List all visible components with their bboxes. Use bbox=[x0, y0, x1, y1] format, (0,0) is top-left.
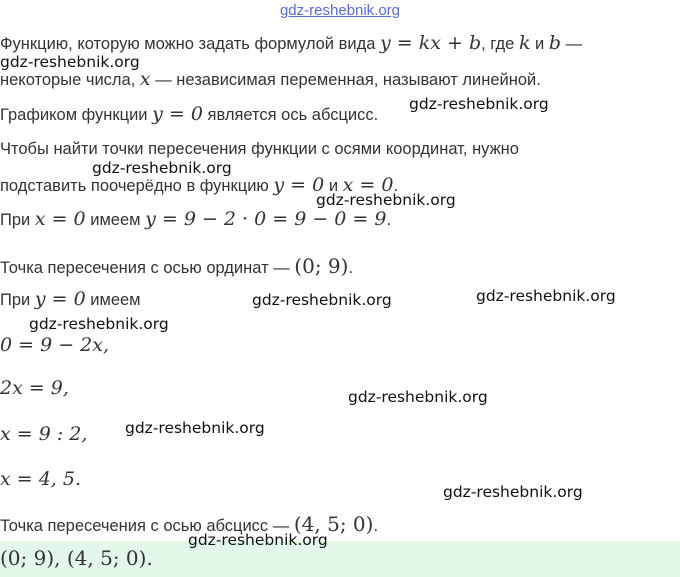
watermark: gdz-reshebnik.org bbox=[29, 315, 169, 333]
watermark: gdz-reshebnik.org bbox=[409, 95, 549, 113]
text: . bbox=[373, 517, 379, 535]
watermark: gdz-reshebnik.org bbox=[188, 531, 328, 549]
text: и bbox=[530, 35, 549, 53]
formula: y = 0 bbox=[34, 288, 86, 310]
formula: x = 0 bbox=[342, 174, 394, 196]
site-link[interactable]: gdz-reshebnik.org bbox=[279, 2, 401, 19]
text-line bbox=[0, 32, 582, 54]
text: Функцию, которую можно задать формулой вида bbox=[0, 35, 380, 53]
equation-line: 0 = 9 − 2x, bbox=[0, 334, 110, 356]
text: — bbox=[561, 35, 583, 53]
answer-text: (0; 9), (4, 5; 0). bbox=[0, 546, 153, 570]
text: , где bbox=[481, 35, 519, 53]
formula: (0; 9) bbox=[294, 254, 349, 278]
text: имеем bbox=[85, 211, 146, 229]
text-line bbox=[0, 140, 519, 159]
equation-line: 2x = 9, bbox=[0, 377, 69, 399]
watermark: gdz-reshebnik.org bbox=[0, 53, 140, 71]
text: При bbox=[0, 291, 35, 309]
text: подставить поочерёдно в функцию bbox=[0, 177, 274, 195]
text: Точка пересечения с осью абсцисс — bbox=[0, 517, 294, 535]
formula: y = kx + b bbox=[379, 32, 482, 54]
formula: (4, 5; 0) bbox=[293, 512, 374, 536]
formula: y = 0 bbox=[152, 103, 203, 125]
text: . bbox=[393, 177, 399, 195]
text-line bbox=[0, 288, 141, 310]
formula: b bbox=[548, 32, 562, 54]
equation-line: x = 4, 5. bbox=[0, 468, 82, 490]
watermark: gdz-reshebnik.org bbox=[125, 419, 265, 437]
text: Точка пересечения с осью ординат — bbox=[0, 259, 295, 277]
text: имеем bbox=[85, 291, 141, 309]
text: . bbox=[348, 259, 354, 277]
text-line bbox=[0, 103, 378, 125]
text: . bbox=[386, 211, 392, 229]
watermark: gdz-reshebnik.org bbox=[252, 291, 392, 309]
watermark: gdz-reshebnik.org bbox=[476, 287, 616, 305]
text: является ось абсцисс. bbox=[202, 106, 379, 124]
formula: k bbox=[518, 32, 531, 54]
text: — независимая переменная, называют линейной. bbox=[150, 71, 541, 89]
formula: x bbox=[139, 68, 151, 90]
text: некоторые числа, bbox=[0, 71, 140, 89]
answer-box bbox=[0, 541, 680, 577]
watermark: gdz-reshebnik.org bbox=[443, 483, 583, 501]
watermark: gdz-reshebnik.org bbox=[92, 159, 232, 177]
watermark: gdz-reshebnik.org bbox=[348, 388, 488, 406]
formula: y = 9 − 2 · 0 = 9 − 0 = 9 bbox=[145, 208, 387, 230]
watermark: gdz-reshebnik.org bbox=[316, 191, 456, 209]
text: Чтобы найти точки пересечения функции с осями координат, нужно bbox=[0, 140, 519, 158]
text-line bbox=[0, 254, 353, 278]
formula: y = 0 bbox=[273, 174, 325, 196]
text: При bbox=[0, 211, 35, 229]
text: и bbox=[324, 177, 343, 195]
text-line bbox=[0, 208, 391, 230]
text: Графиком функции bbox=[0, 106, 153, 124]
formula: x = 0 bbox=[34, 208, 86, 230]
equation-line: x = 9 : 2, bbox=[0, 423, 88, 445]
text-line bbox=[0, 68, 541, 90]
